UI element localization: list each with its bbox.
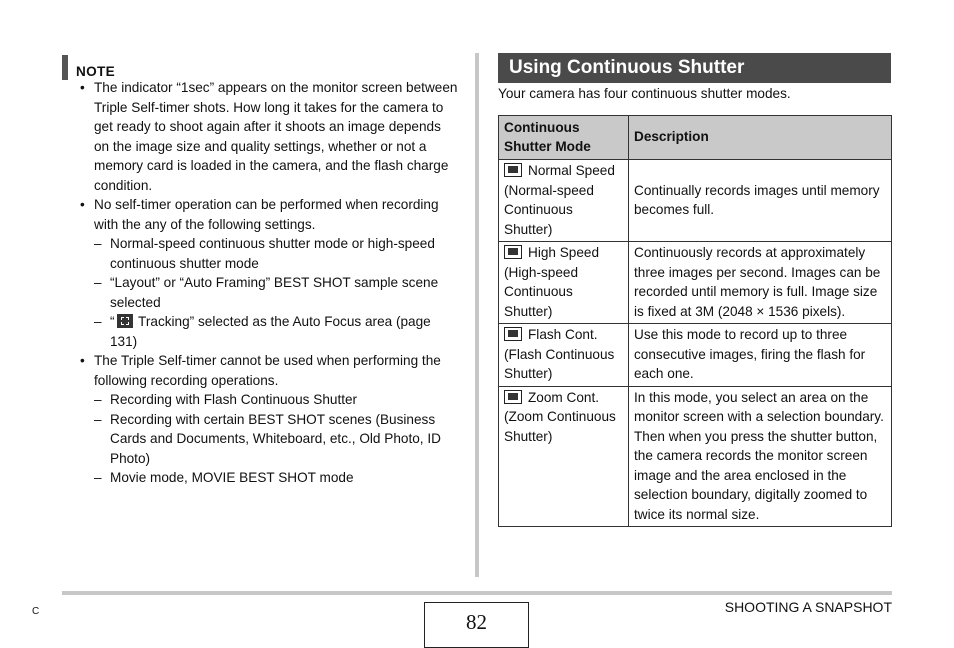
- footer-section-name: SHOOTING A SNAPSHOT: [724, 599, 892, 615]
- page-number: 82: [424, 602, 529, 648]
- continuous-shutter-table: [498, 115, 892, 527]
- normal-speed-icon: [504, 163, 522, 177]
- description-cell: Continually records images until memory becomes full.: [629, 160, 892, 242]
- table-row: [499, 242, 892, 324]
- table-row: [499, 160, 892, 242]
- dash-item: – Movie mode, MOVIE BEST SHOT mode: [94, 468, 458, 488]
- column-header: Description: [629, 116, 892, 160]
- dash-item: – Recording with Flash Continuous Shutter: [94, 390, 458, 410]
- footer-rule: [62, 591, 892, 595]
- column-divider: [475, 53, 479, 577]
- note-marker-bar: [62, 55, 68, 80]
- mode-cell: Flash Cont. (Flash Continuous Shutter): [499, 324, 629, 387]
- dash-item: – “ Tracking” selected as the Auto Focus area (page 131): [94, 312, 458, 351]
- table-header-row: [499, 116, 892, 160]
- mode-cell: High Speed (High-speed Continuous Shutter): [499, 242, 629, 324]
- high-speed-icon: [504, 245, 522, 259]
- section-title: Using Continuous Shutter: [498, 53, 891, 83]
- dash-item: – “Layout” or “Auto Framing” BEST SHOT sample scene selected: [94, 273, 458, 312]
- note-bullet: • The indicator “1sec” appears on the monitor screen between Triple Self-timer shots. How long it takes for the camera to get ready to shoot again after it shoots an image depends on the image size and quality settings, whether or not a memory card is loaded in the camera, and the flash charge condition.: [78, 78, 458, 195]
- dash-list: [94, 234, 458, 351]
- note-bullet-list: [78, 78, 458, 488]
- description-cell: Continuously records at approximately three images per second. Images can be recorded until memory is full. Image size is fixed at 3M (2048 × 1536 pixels).: [629, 242, 892, 324]
- dash-item: – Recording with certain BEST SHOT scenes (Business Cards and Documents, Whiteboard, etc., Old Photo, ID Photo): [94, 410, 458, 469]
- table-row: [499, 386, 892, 527]
- description-cell: Use this mode to record up to three consecutive images, firing the flash for each one.: [629, 324, 892, 387]
- note-heading: NOTE: [76, 64, 115, 79]
- section-intro: Your camera has four continuous shutter modes.: [498, 86, 791, 101]
- table-row: [499, 324, 892, 387]
- flash-cont-icon: [504, 327, 522, 341]
- column-header: Continuous Shutter Mode: [499, 116, 629, 160]
- note-bullet: • No self-timer operation can be performed when recording with the any of the following settings. – Normal-speed continuous shutter mode or high-speed continuous shutter mode – “Layout” or “Auto Framing” BEST SHOT sample scene selected – “ Tracking” selected as the Auto Focus area (page 131): [78, 195, 458, 351]
- footer-mark: C: [32, 606, 40, 617]
- note-bullet: • The Triple Self-timer cannot be used when performing the following recording operations. – Recording with Flash Continuous Shutter – Recording with certain BEST SHOT scenes (Business Cards and Documents, Whiteboard, etc., Old Photo, ID Photo) – Movie mode, MOVIE BEST SHOT mode: [78, 351, 458, 488]
- description-cell: In this mode, you select an area on the monitor screen with a selection boundary. Then when you press the shutter button, the camera records the monitor screen image and the area enclosed in the selection boundary, digitally zoomed to twice its normal size.: [629, 386, 892, 527]
- mode-cell: Zoom Cont. (Zoom Continuous Shutter): [499, 386, 629, 527]
- dash-item: – Normal-speed continuous shutter mode or high-speed continuous shutter mode: [94, 234, 458, 273]
- mode-cell: Normal Speed (Normal-speed Continuous Shutter): [499, 160, 629, 242]
- dash-list: [94, 390, 458, 488]
- zoom-cont-icon: [504, 390, 522, 404]
- tracking-af-icon: [117, 314, 133, 328]
